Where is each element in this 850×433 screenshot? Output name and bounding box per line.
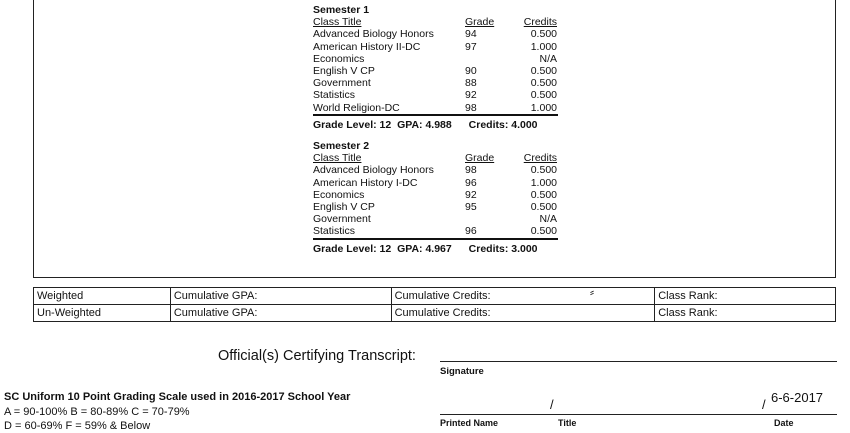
class-name: Government (313, 213, 371, 226)
table-row (313, 189, 558, 201)
grade-value: 92 (465, 188, 477, 201)
field-separator: / (762, 397, 766, 412)
table-row (313, 53, 558, 65)
grade-value: 96 (465, 225, 477, 238)
table-row (313, 41, 558, 53)
credits-value: 0.500 (530, 28, 557, 41)
table-header (313, 152, 558, 164)
credits-value: 1.000 (530, 101, 557, 114)
table-header (313, 16, 558, 28)
grade-value: 92 (465, 89, 477, 102)
semester-credits: Credits: 3.000 (468, 242, 538, 255)
cumulative-gpa-table (33, 287, 836, 322)
credits-value: 0.500 (530, 164, 557, 177)
credits-header: Credits (523, 152, 557, 165)
class-name: American History II-DC (313, 40, 421, 53)
date-value: 6-6-2017 (771, 390, 824, 405)
class-name: Government (313, 77, 371, 90)
table-row (313, 201, 558, 213)
gpa-type-label: Un-Weighted (34, 305, 171, 322)
credits-value: 0.500 (530, 77, 557, 90)
table-row (313, 28, 558, 40)
grade-value (465, 53, 513, 65)
grade-value: 97 (465, 40, 477, 53)
class-name: Statistics (313, 225, 356, 238)
signature-line (440, 361, 837, 362)
credits-header: Credits (523, 16, 557, 29)
certification-label: Official(s) Certifying Transcript: (218, 348, 416, 364)
title-label: Title (558, 418, 577, 428)
table-row (34, 305, 836, 322)
printed-name-line (440, 414, 837, 415)
grade-header: Grade (465, 152, 495, 165)
table-row (313, 65, 558, 77)
grade-value: 94 (465, 28, 477, 41)
grade-level: Grade Level: 12 (313, 242, 392, 255)
credits-value: 0.500 (530, 225, 557, 238)
class-name: Economics (313, 52, 365, 65)
table-row (313, 213, 558, 225)
semester-1-block (313, 4, 558, 131)
grade-value: 98 (465, 164, 477, 177)
class-rank-label: Class Rank: (655, 305, 836, 322)
table-row (313, 164, 558, 176)
class-rank-label: Class Rank: (655, 288, 836, 305)
grading-scale-line: A = 90-100% B = 80-89% C = 70-79% (4, 406, 190, 418)
printed-name-label: Printed Name (440, 418, 499, 428)
grade-level: Grade Level: 12 (313, 118, 392, 131)
semester-2-block (313, 140, 558, 255)
table-row (313, 77, 558, 89)
class-name: English V CP (313, 64, 375, 77)
grade-value: 95 (465, 200, 477, 213)
grade-value: 88 (465, 77, 477, 90)
table-row (34, 288, 836, 305)
class-title-header: Class Title (313, 152, 362, 165)
table-row (313, 225, 558, 239)
grading-scale-line: D = 60-69% F = 59% & Below (4, 420, 151, 432)
cumulative-credits-label: Cumulative Credits: (391, 288, 655, 305)
semester-summary (313, 119, 558, 131)
cumulative-credits-label: Cumulative Credits: (391, 305, 655, 322)
grade-header: Grade (465, 16, 495, 29)
credits-value: 0.500 (530, 89, 557, 102)
class-name: American History I-DC (313, 176, 418, 189)
date-label: Date (774, 418, 794, 428)
grade-value (465, 213, 513, 225)
credits-value: 1.000 (530, 40, 557, 53)
scan-mark: ⸗ (590, 285, 594, 299)
credits-value: N/A (539, 213, 557, 226)
gpa-type-label: Weighted (34, 288, 171, 305)
cumulative-gpa-label: Cumulative GPA: (170, 305, 391, 322)
field-separator: / (550, 397, 554, 412)
class-name: English V CP (313, 200, 375, 213)
table-row (313, 177, 558, 189)
credits-value: 0.500 (530, 64, 557, 77)
grade-value: 96 (465, 176, 477, 189)
semester-title: Semester 1 (313, 4, 370, 16)
class-name: Advanced Biology Honors (313, 164, 434, 177)
class-name: Economics (313, 188, 365, 201)
credits-value: N/A (539, 52, 557, 65)
semester-gpa: GPA: 4.967 (397, 242, 452, 255)
semester-title: Semester 2 (313, 140, 370, 152)
cumulative-gpa-label: Cumulative GPA: (170, 288, 391, 305)
credits-value: 1.000 (530, 176, 557, 189)
class-name: Advanced Biology Honors (313, 28, 434, 41)
signature-label: Signature (440, 366, 484, 377)
table-row (313, 102, 558, 116)
grade-value: 98 (465, 101, 477, 114)
semester-summary (313, 243, 558, 255)
class-name: Statistics (313, 89, 356, 102)
grade-value: 90 (465, 64, 477, 77)
class-title-header: Class Title (313, 16, 362, 29)
credits-value: 0.500 (530, 200, 557, 213)
table-row (313, 89, 558, 101)
semester-gpa: GPA: 4.988 (397, 118, 452, 131)
class-name: World Religion-DC (313, 101, 400, 114)
grading-scale-title: SC Uniform 10 Point Grading Scale used in 2016-2017 School Year (4, 391, 351, 403)
credits-value: 0.500 (530, 188, 557, 201)
semester-credits: Credits: 4.000 (468, 118, 538, 131)
